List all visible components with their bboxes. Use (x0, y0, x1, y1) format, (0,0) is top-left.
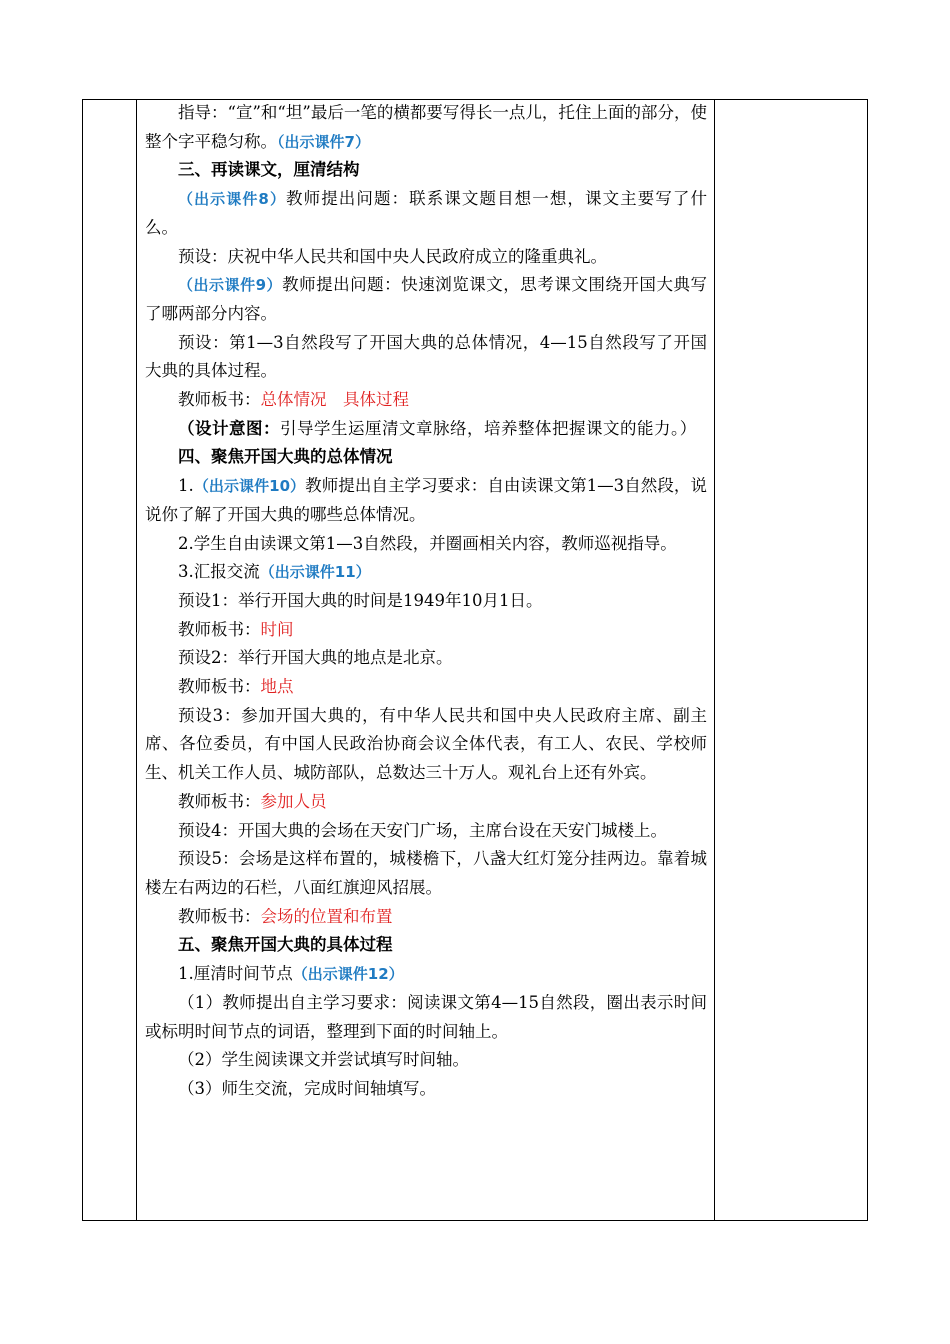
column-divider-2 (714, 100, 715, 1220)
preset-2: 预设2：举行开国大典的地点是北京。 (178, 648, 453, 668)
question-paragraph-1: （出示课件8）教师提出问题：联系课文题目想一想，课文主要写了什么。 (145, 189, 707, 237)
guide-paragraph: 指导：“宣”和“坦”最后一笔的横都要写得长一点儿，托住上面的部分，使整个字平稳匀称。（出示课件7） (145, 103, 707, 151)
board-writing: 教师板书：总体情况 具体过程 (178, 390, 409, 410)
preset-5: 预设5：会场是这样布置的，城楼檐下，八盏大红灯笼分挂两边。靠着城楼左右两边的石栏，八面红旗迎风招展。 (145, 849, 707, 897)
substep-3: （3）师生交流，完成时间轴填写。 (178, 1078, 436, 1098)
timeline-step: 1.厘清时间节点（出示课件12） (178, 964, 404, 984)
courseware-ref: （出示课件9） (178, 276, 283, 295)
question-paragraph-2: （出示课件9）教师提出问题：快速浏览课文，思考课文围绕开国大典写了哪两部分内容。 (145, 275, 707, 323)
section-heading-5: 五、聚焦开国大典的具体过程 (178, 935, 393, 955)
courseware-ref: （出示课件10） (193, 477, 306, 496)
column-divider-1 (136, 100, 137, 1220)
board-text: 地点 (260, 677, 294, 697)
step-3: 3.汇报交流（出示课件11） (178, 562, 371, 582)
courseware-ref: （出示课件8） (178, 190, 287, 209)
preset-3: 预设3：参加开国大典的，有中华人民共和国中央人民政府主席、副主席、各位委员，有中国人民政治协商会议全体代表，有工人、农民、学校师生、机关工作人员、城防部队，总数达三十万人。观礼台上还有外宾。 (145, 705, 707, 783)
board-writing: 教师板书：时间 (178, 619, 294, 639)
board-writing: 教师板书：会场的位置和布置 (178, 906, 393, 926)
board-text: 会场的位置和布置 (260, 906, 393, 926)
section-heading-4: 四、聚焦开国大典的总体情况 (178, 447, 393, 467)
substep-2: （2）学生阅读课文并尝试填写时间轴。 (178, 1050, 469, 1070)
board-text: 参加人员 (260, 791, 327, 811)
courseware-ref: （出示课件12） (292, 965, 404, 984)
preset-1: 预设1：举行开国大典的时间是1949年10月1日。 (178, 590, 543, 610)
board-text: 总体情况 具体过程 (260, 390, 409, 410)
board-writing: 教师板书：参加人员 (178, 791, 327, 811)
lesson-content-cell (145, 99, 707, 1104)
step-1: 1.（出示课件10）教师提出自主学习要求：自由读课文第1—3自然段，说说你了解了开国大典的哪些总体情况。 (145, 476, 707, 524)
design-intent: （设计意图：引导学生运厘清文章脉络，培养整体把握课文的能力。） (178, 418, 697, 438)
preset-paragraph: 预设：第1—3自然段写了开国大典的总体情况，4—15自然段写了开国大典的具体过程。 (145, 332, 707, 381)
courseware-ref: （出示课件11） (259, 563, 371, 582)
substep-1: （1）教师提出自主学习要求：阅读课文第4—15自然段，圈出表示时间或标明时间节点的词语，整理到下面的时间轴上。 (145, 992, 707, 1041)
board-text: 时间 (260, 619, 294, 639)
courseware-ref: （出示课件7） (277, 132, 370, 151)
preset-4: 预设4：开国大典的会场在天安门广场，主席台设在天安门城楼上。 (178, 820, 667, 840)
step-2: 2.学生自由读课文第1—3自然段，并圈画相关内容，教师巡视指导。 (178, 533, 677, 553)
section-heading-3: 三、再读课文，厘清结构 (178, 160, 360, 180)
preset-paragraph: 预设：庆祝中华人民共和国中央人民政府成立的隆重典礼。 (178, 246, 607, 266)
board-writing: 教师板书：地点 (178, 677, 294, 697)
